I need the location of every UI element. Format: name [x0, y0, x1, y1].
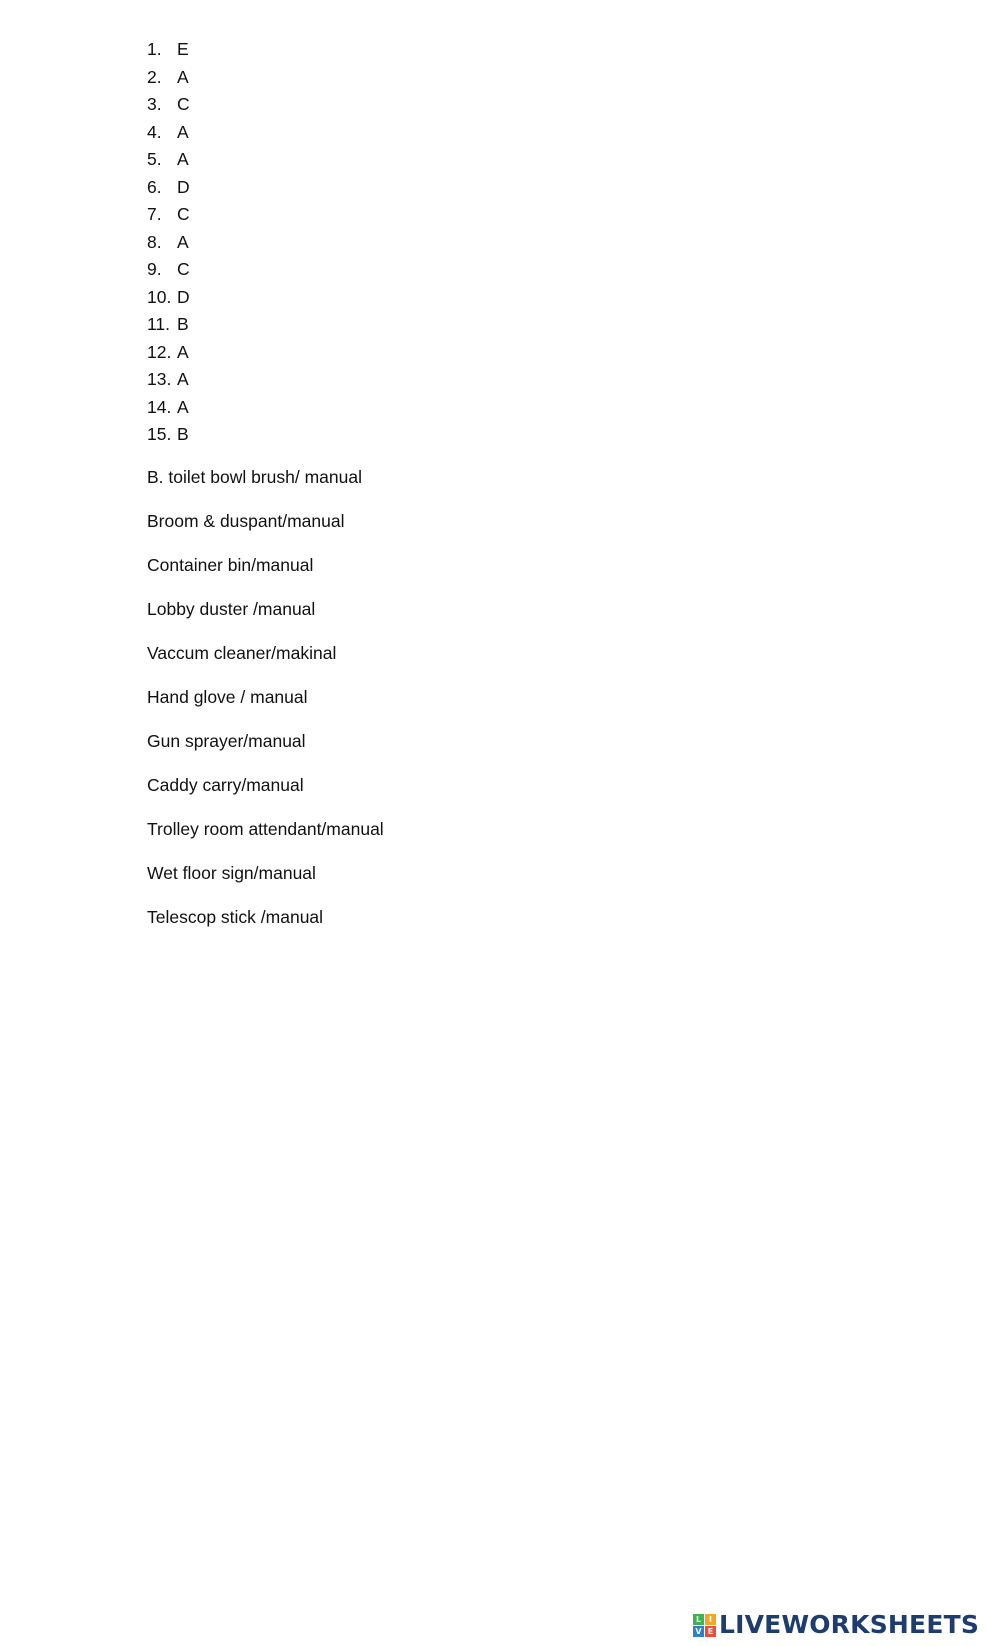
answer-number: 5.	[147, 149, 162, 169]
answer-number: 15.	[147, 424, 172, 444]
answer-number: 2.	[147, 66, 162, 87]
logo-mark-cell: L	[693, 1614, 704, 1625]
answer-item	[147, 201, 190, 229]
answer-letter: C	[177, 204, 190, 224]
answer-item	[147, 36, 190, 64]
answer-item	[147, 421, 190, 449]
answer-number: 14.	[147, 396, 172, 417]
answer-number: 6.	[147, 176, 162, 197]
answer-item	[147, 311, 190, 339]
answer-letter: E	[177, 39, 189, 59]
answer-item	[147, 174, 190, 202]
answer-item	[147, 284, 190, 312]
logo-mark-icon	[693, 1614, 716, 1637]
tool-item: Trolley room attendant/manual	[147, 819, 384, 839]
answer-item	[147, 229, 190, 257]
answer-letter: A	[177, 396, 189, 417]
logo-mark-cell: E	[705, 1626, 716, 1637]
answer-key-list	[147, 36, 190, 449]
answer-item	[147, 339, 190, 367]
tool-item: Lobby duster /manual	[147, 599, 316, 619]
answer-letter: A	[177, 341, 189, 362]
answer-number: 13.	[147, 369, 172, 389]
answer-letter: C	[177, 259, 190, 279]
answer-number: 1.	[147, 39, 162, 59]
liveworksheets-logo	[693, 1610, 979, 1640]
answer-letter: A	[177, 121, 189, 142]
answer-letter: A	[177, 369, 189, 389]
tool-item: Caddy carry/manual	[147, 775, 304, 795]
tool-item: Container bin/manual	[147, 555, 314, 575]
answer-item	[147, 64, 190, 92]
answer-number: 9.	[147, 259, 162, 279]
answer-item	[147, 91, 190, 119]
answer-item	[147, 146, 190, 174]
answer-number: 3.	[147, 94, 162, 114]
answer-letter: B	[177, 424, 189, 444]
tool-item: Hand glove / manual	[147, 687, 308, 707]
answer-number: 11.	[147, 314, 171, 334]
answer-number: 7.	[147, 204, 162, 224]
logo-text: LIVEWORKSHEETS	[719, 1610, 980, 1639]
tool-item: Telescop stick /manual	[147, 907, 324, 927]
answer-letter: B	[177, 314, 189, 334]
answer-letter: A	[177, 231, 189, 252]
answer-item	[147, 366, 190, 394]
answer-number: 4.	[147, 121, 162, 142]
answer-letter: D	[177, 176, 190, 197]
answer-item	[147, 256, 190, 284]
tool-item: Wet floor sign/manual	[147, 863, 316, 883]
answer-number: 10.	[147, 286, 172, 307]
tools-list	[147, 463, 384, 947]
answer-letter: A	[177, 66, 189, 87]
logo-mark-cell: V	[693, 1626, 704, 1637]
tool-item: Broom & duspant/manual	[147, 511, 345, 531]
answer-letter: A	[177, 149, 189, 169]
answer-letter: D	[177, 286, 190, 307]
tool-item: Vaccum cleaner/makinal	[147, 643, 337, 663]
tool-item: B. toilet bowl brush/ manual	[147, 467, 362, 487]
logo-mark-cell: I	[705, 1614, 716, 1625]
answer-item	[147, 394, 190, 422]
answer-number: 8.	[147, 231, 162, 252]
tool-item: Gun sprayer/manual	[147, 731, 306, 751]
answer-item	[147, 119, 190, 147]
answer-number: 12.	[147, 341, 172, 362]
answer-letter: C	[177, 94, 190, 114]
